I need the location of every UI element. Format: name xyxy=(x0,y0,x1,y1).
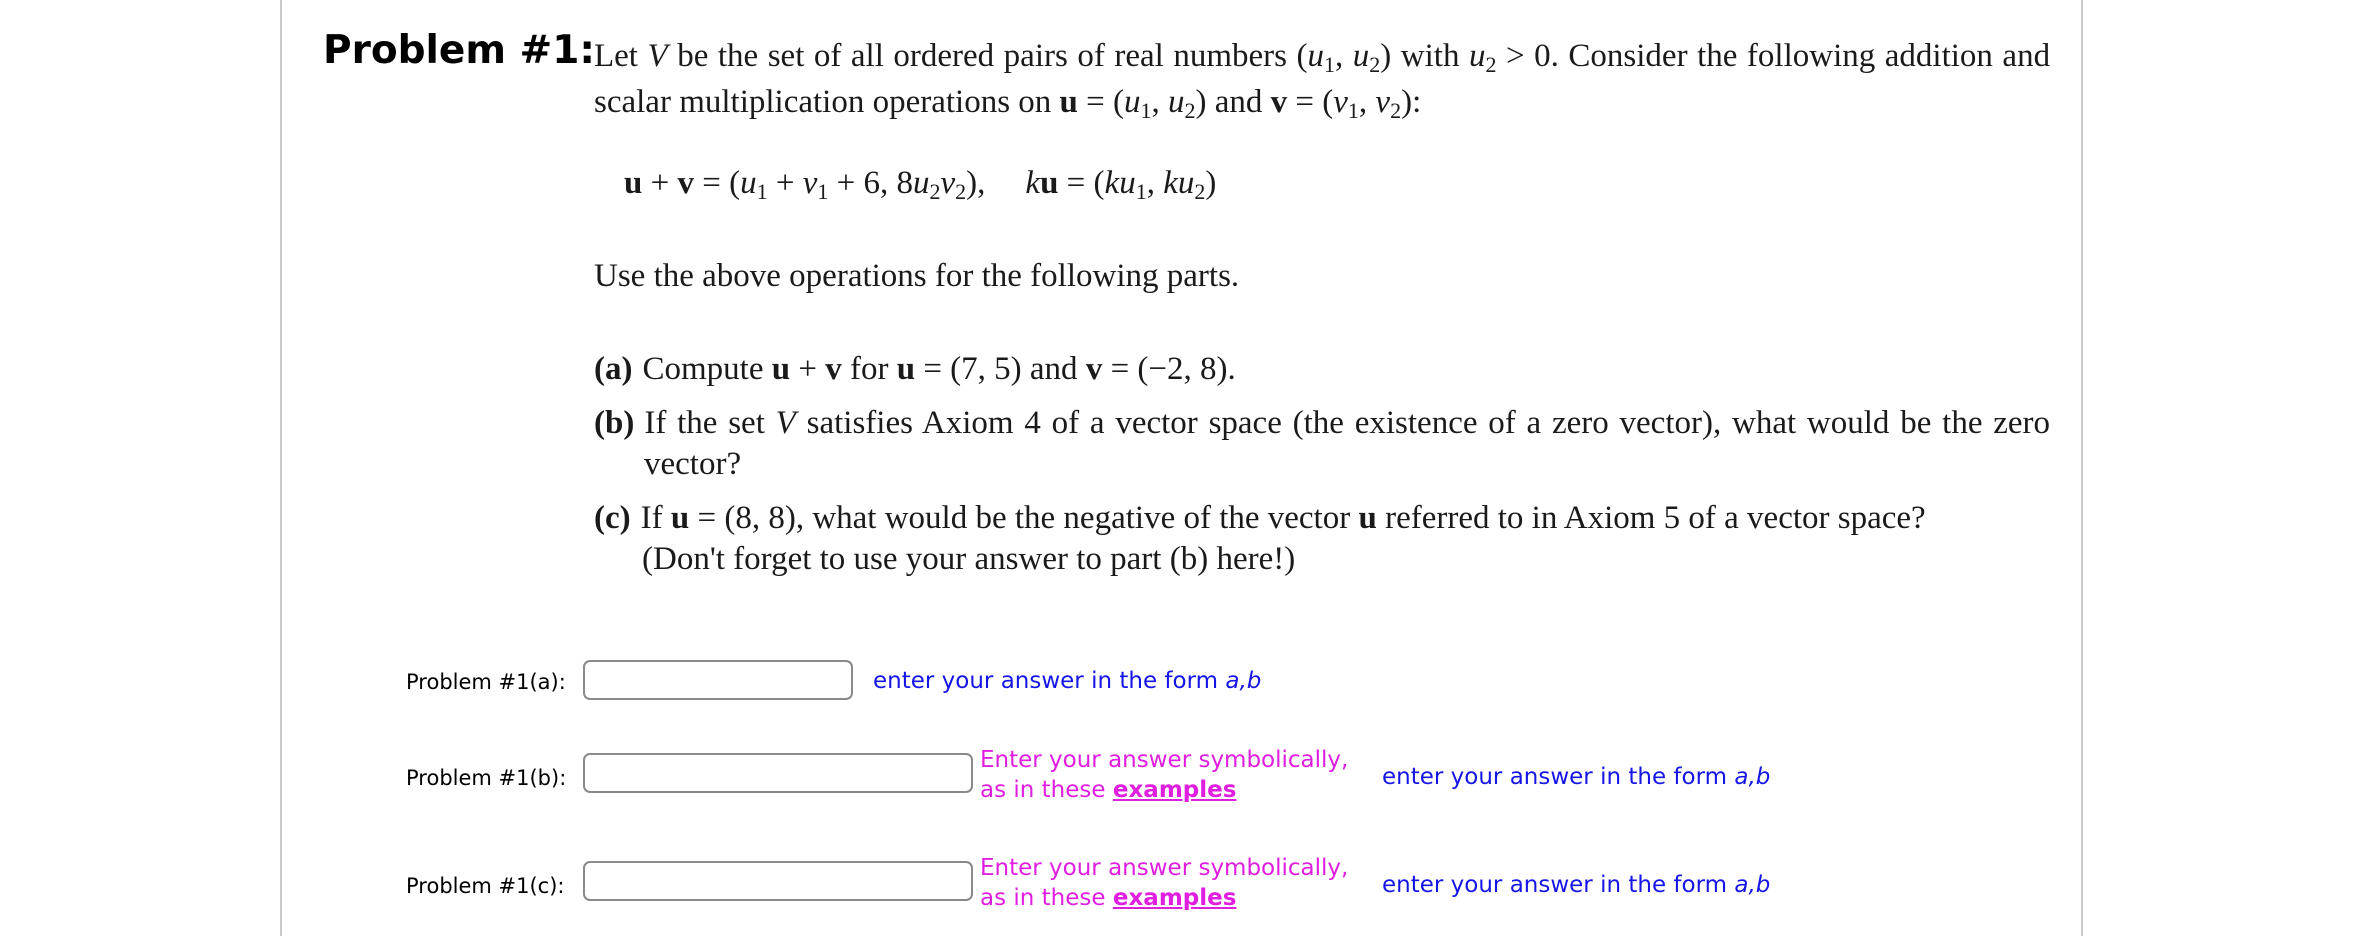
problem-intro-line1: Let V be the set of all ordered pairs of real numbers ($u_1$, $u_2$) with $u_2 > 0$. Consider the following addition and xyxy=(594,38,2051,77)
part-c: (c) If u = (8, 8), what would be the negative of the vector u referred to in Axiom 5 of a vector space? xyxy=(594,500,1926,536)
format-hint-a: enter your answer in the form a,b xyxy=(873,668,1262,694)
part-c-continued: (Don't forget to use your answer to part (b) here!) xyxy=(642,541,1296,577)
examples-link-b[interactable]: examples xyxy=(1112,777,1237,803)
format-hint-b: enter your answer in the form a,b xyxy=(1382,764,1771,790)
part-b-continued: vector? xyxy=(644,446,742,482)
answer-label-c: Problem #1(c): xyxy=(406,874,565,898)
instruction-text: Use the above operations for the following parts. xyxy=(594,258,1240,294)
problem-intro-line2: scalar multiplication operations on $u = (u_1$, $u_2$) and $v = (v_1$, $v_2$): xyxy=(594,84,1422,123)
examples-link-c[interactable]: examples xyxy=(1112,885,1237,911)
answer-input-a[interactable] xyxy=(583,660,853,700)
operation-definitions: $u + v = (u_1 + v_1 + 6$, $8u_2v_2$), ku = ($ku_1$, $ku_2$) xyxy=(624,165,1217,204)
problem-heading: Problem #1: xyxy=(323,28,595,73)
answer-input-b[interactable] xyxy=(583,753,973,793)
part-a: (a) Compute u + v for u = (7, 5) and v = (−2, 8). xyxy=(594,351,1236,387)
part-b: (b) If the set V satisfies Axiom 4 of a vector space (the existence of a zero vector), what would be the zero xyxy=(594,405,2051,441)
right-border xyxy=(2081,0,2083,936)
answer-label-b: Problem #1(b): xyxy=(406,766,567,790)
answer-input-c[interactable] xyxy=(583,861,973,901)
symbolic-hint-b: Enter your answer symbolically, as in these examples xyxy=(980,747,1349,803)
answer-label-a: Problem #1(a): xyxy=(406,670,566,694)
left-border xyxy=(280,0,282,936)
format-hint-c: enter your answer in the form a,b xyxy=(1382,872,1771,898)
symbolic-hint-c: Enter your answer symbolically, as in these examples xyxy=(980,855,1349,911)
